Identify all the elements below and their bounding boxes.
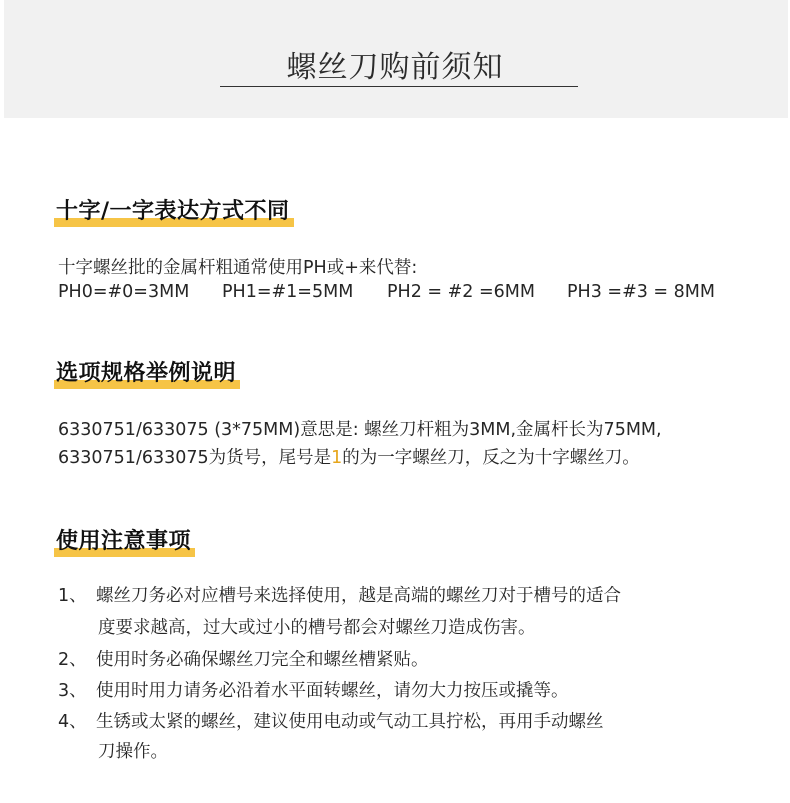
tail-number-highlight: 1	[331, 448, 343, 468]
spec-ph0: PH0=#0=3MM	[58, 282, 190, 302]
title-underline	[220, 86, 578, 87]
spec-row	[58, 282, 715, 302]
note-continuation: 刀操作。	[98, 742, 168, 762]
note-item	[58, 677, 569, 702]
section-heading-notes	[56, 524, 191, 555]
note-text: 使用时务必确保螺丝刀完全和螺丝槽紧贴。	[96, 650, 429, 670]
section-heading-text: 使用注意事项	[56, 524, 191, 555]
note-number: 2、	[58, 650, 87, 670]
section-heading-cross-slot	[56, 194, 290, 225]
page-title: 螺丝刀购前须知	[286, 50, 504, 85]
section2-line1: 6330751/633075 (3*75MM)意思是: 螺丝刀杆粗为3MM,金属杆长为75MM,	[58, 420, 662, 440]
note-text: 使用时用力请务必沿着水平面转螺丝，请勿大力按压或撬等。	[96, 681, 569, 701]
section-heading-example	[56, 356, 236, 387]
note-number: 3、	[58, 681, 87, 701]
section-heading-text: 选项规格举例说明	[56, 356, 236, 387]
note-text: 螺丝刀务必对应槽号来选择使用，越是高端的螺丝刀对于槽号的适合	[96, 586, 621, 606]
section-heading-text: 十字/一字表达方式不同	[56, 194, 290, 225]
spec-ph3: PH3 =#3 = 8MM	[567, 282, 715, 302]
note-number: 4、	[58, 712, 87, 732]
section2-line2-pre: 6330751/633075为货号，尾号是	[58, 448, 332, 468]
section2-line2	[58, 444, 640, 469]
note-item	[58, 646, 429, 671]
note-continuation: 度要求越高，过大或过小的槽号都会对螺丝刀造成伤害。	[98, 618, 536, 638]
note-item	[58, 708, 604, 733]
section1-intro: 十字螺丝批的金属杆粗通常使用PH或+来代替:	[58, 258, 418, 278]
spec-ph2: PH2 = #2 =6MM	[387, 282, 535, 302]
note-item	[58, 582, 621, 607]
note-text: 生锈或太紧的螺丝，建议使用电动或气动工具拧松，再用手动螺丝	[96, 712, 604, 732]
note-number: 1、	[58, 586, 87, 606]
spec-ph1: PH1=#1=5MM	[222, 282, 354, 302]
section2-line2-post: 的为一字螺丝刀，反之为十字螺丝刀。	[342, 448, 640, 468]
